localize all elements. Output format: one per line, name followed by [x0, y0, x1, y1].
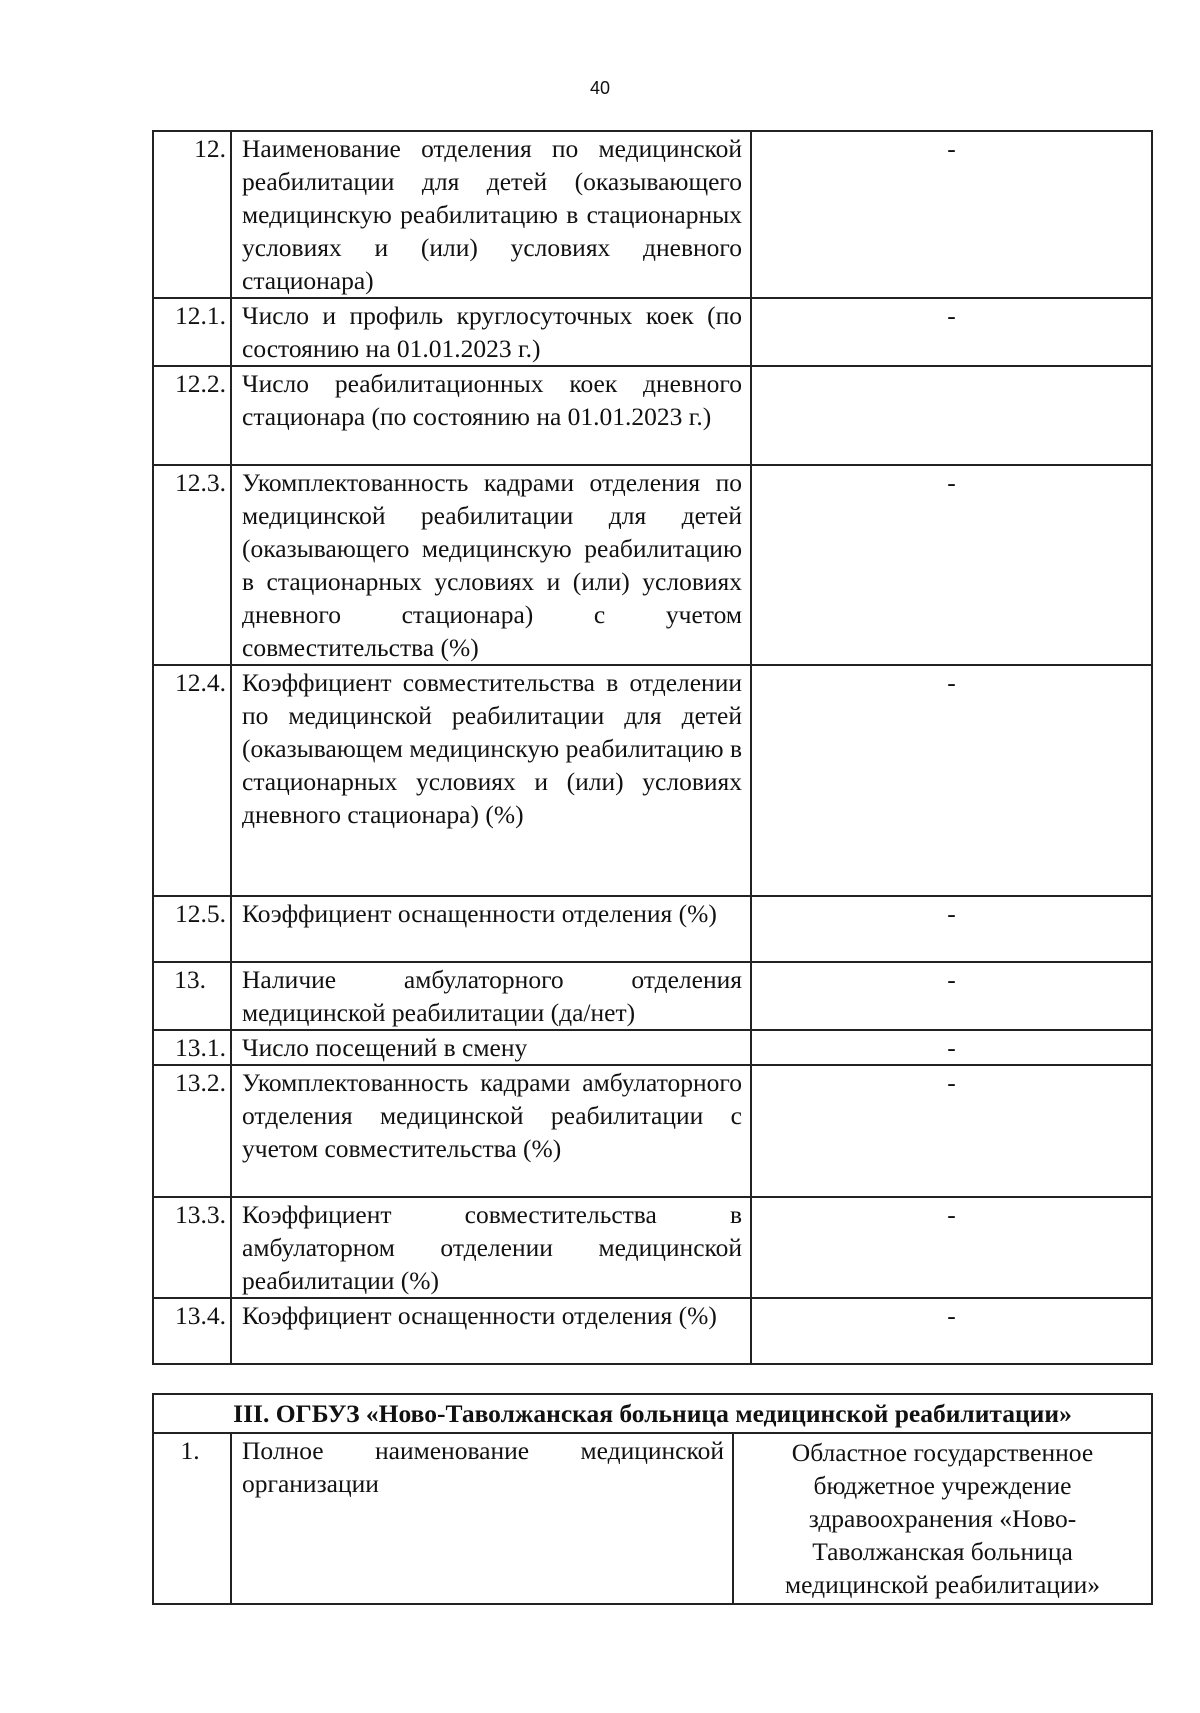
page-number: 40 [589, 78, 611, 98]
row-number: 12.3. [153, 465, 231, 665]
row-value: - [751, 465, 1152, 665]
table-row [153, 665, 1152, 896]
table-row [153, 131, 1152, 298]
row-value [751, 366, 1152, 465]
table-row [153, 465, 1152, 665]
row-value: - [751, 962, 1152, 1030]
row-number: 1. [153, 1433, 231, 1604]
table-row [153, 1433, 1152, 1604]
row-number: 12.1. [153, 298, 231, 366]
table-row [153, 1298, 1152, 1364]
row-number: 13.4. [153, 1298, 231, 1364]
table-row [153, 1197, 1152, 1298]
row-label: Число и профиль круглосуточных коек (по состоянию на 01.01.2023 г.) [231, 298, 751, 366]
table-row [153, 1065, 1152, 1197]
row-label: Число реабилитационных коек дневного стационара (по состоянию на 01.01.2023 г.) [231, 366, 751, 465]
table-row [153, 366, 1152, 465]
row-number: 12.4. [153, 665, 231, 896]
row-value: - [751, 896, 1152, 962]
row-value: - [751, 665, 1152, 896]
row-value: - [751, 1065, 1152, 1197]
row-number: 13.3. [153, 1197, 231, 1298]
table-row [153, 962, 1152, 1030]
row-number: 13.1. [153, 1030, 231, 1065]
row-label: Коэффициент совместительства в амбулаторном отделении медицинской реабилитации (%) [231, 1197, 751, 1298]
section-header-row [153, 1394, 1152, 1433]
row-label: Коэффициент совместительства в отделении по медицинской реабилитации для детей (оказывающем медицинскую реабилитацию в стационарных условиях и (или) условиях дневного стационара) (%) [231, 665, 751, 896]
row-label: Укомплектованность кадрами амбулаторного отделения медицинской реабилитации с учетом совместительства (%) [231, 1065, 751, 1197]
row-value: - [751, 298, 1152, 366]
row-label: Укомплектованность кадрами отделения по медицинской реабилитации для детей (оказывающего медицинскую реабилитацию в стационарных условиях и (или) условиях дневного стационара) с учетом совместительства (%) [231, 465, 751, 665]
row-label: Полное наименование медицинской организации [231, 1433, 733, 1604]
row-value: - [751, 1298, 1152, 1364]
row-value: - [751, 1030, 1152, 1065]
section-header: III. ОГБУЗ «Ново-Таволжанская больница медицинской реабилитации» [153, 1394, 1152, 1433]
table-row [153, 896, 1152, 962]
row-number: 12. [153, 131, 231, 298]
row-value: - [751, 1197, 1152, 1298]
row-label: Коэффициент оснащенности отделения (%) [231, 1298, 751, 1364]
row-label: Коэффициент оснащенности отделения (%) [231, 896, 751, 962]
table-row [153, 1030, 1152, 1065]
row-number: 13. [153, 962, 231, 1030]
row-number: 13.2. [153, 1065, 231, 1197]
table-row [153, 298, 1152, 366]
indicators-table [152, 130, 1153, 1365]
row-label: Наличие амбулаторного отделения медицинской реабилитации (да/нет) [231, 962, 751, 1030]
row-label: Наименование отделения по медицинской реабилитации для детей (оказывающего медицинскую реабилитацию в стационарных условиях и (или) условиях дневного стационара) [231, 131, 751, 298]
organization-table [152, 1393, 1153, 1605]
row-number: 12.5. [153, 896, 231, 962]
row-value: Областное государственное бюджетное учреждение здравоохранения «Ново-Таволжанская больница медицинской реабилитации» [733, 1433, 1152, 1604]
row-number: 12.2. [153, 366, 231, 465]
row-label: Число посещений в смену [231, 1030, 751, 1065]
row-value: - [751, 131, 1152, 298]
